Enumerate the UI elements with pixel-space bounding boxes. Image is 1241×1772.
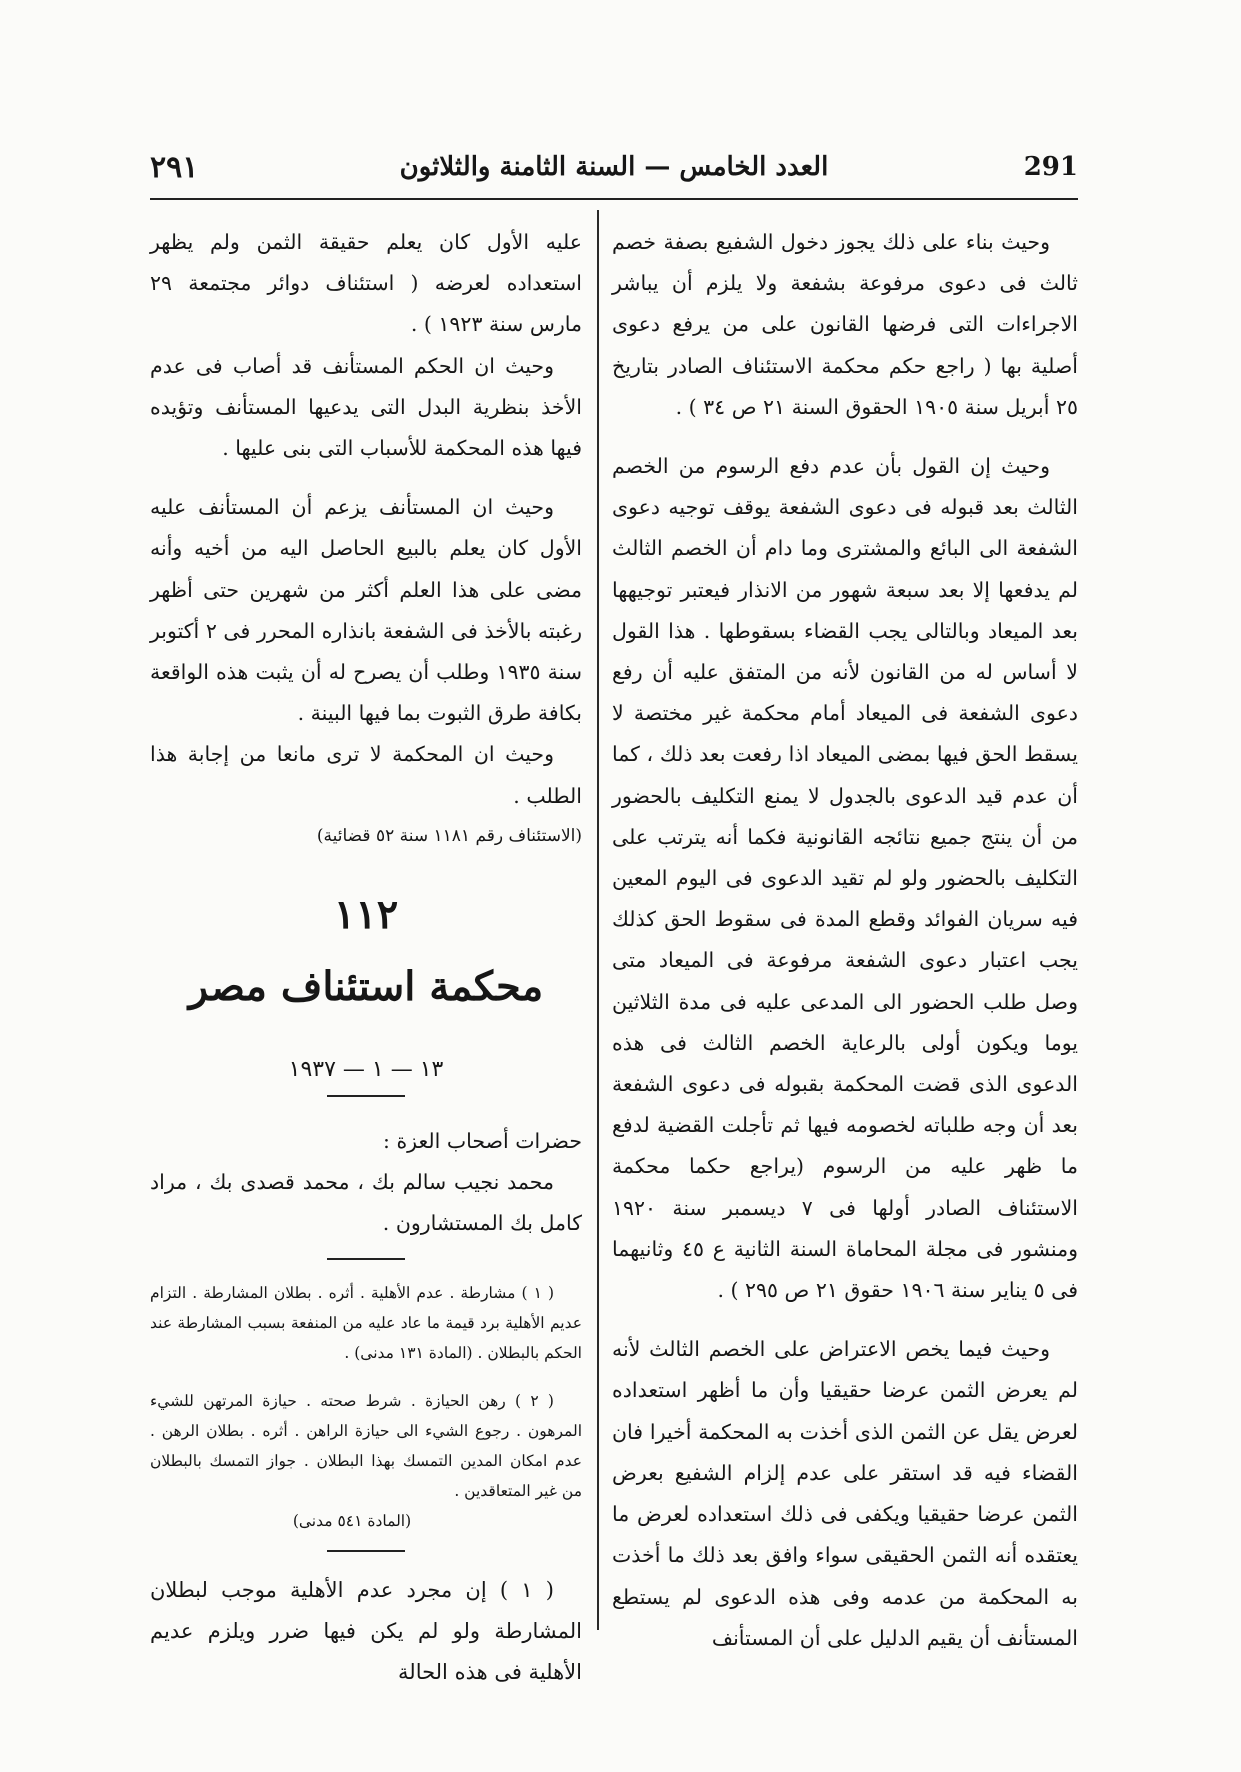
attendance-label: حضرات أصحاب العزة : xyxy=(383,1128,582,1153)
court-name: محكمة استئناف مصر xyxy=(188,962,544,1010)
right-paragraph-3: وحيث فيما يخص الاعتراض على الخصم الثالث لأنه لم يعرض الثمن عرضا حقيقيا وأن ما أظهر استعداده لعرض يقل عن الثمن الذى أخذت به المحكمة أخيرا فان القضاء فيه قد استقر على عدم إلزام الشفيع بعرض الثمن عرضا حقيقيا ويكفى فى ذلك استعداده لعرض ما يعتقده أنه الثمن الحقيقى سواء وافق بعد ذلك ما أخذت به المحكمة من عدمه وفى هذه الدعوى لم يستطع المستأنف أن يقيم الدليل على أن المستأنف xyxy=(612,1337,1078,1650)
right-paragraph-1: وحيث بناء على ذلك يجوز دخول الشفيع بصفة خصم ثالث فى دعوى مرفوعة بشفعة ولا يلزم أن يباشر الاجراءات التى فرضها القانون على من يرفع دعوى أصلية بها ( راجع حكم محكمة الاستئناف الصادر بتاريخ ٢٥ أبريل سنة ١٩٠٥ الحقوق السنة ٢١ ص ٣٤ ) . xyxy=(612,230,1078,419)
left-paragraph-3: وحيث ان المستأنف يزعم أن المستأنف عليه الأول كان يعلم بالبيع الحاصل اليه من أخيه وأنه مضى على هذا العلم أكثر من شهرين حتى أظهر رغبته بالأخذ فى الشفعة بانذاره المحرر فى ٢ أكتوبر سنة ١٩٣٥ وطلب أن يصرح له أن يثبت هذه الواقعة بكافة طرق الثبوت بما فيها البينة . xyxy=(150,495,583,726)
right-paragraph-2: وحيث إن القول بأن عدم دفع الرسوم من الخصم الثالث بعد قبوله فى دعوى الشفعة يوقف توجيه دعوى الشفعة الى البائع والمشترى وما دام أن الخصم الثالث لم يدفعها إلا بعد سبعة شهور من الانذار فيعتبر توجيهها بعد الميعاد وبالتالى يجب القضاء بسقوطها . هذا القول لا أساس له من القانون لأنه من المتفق عليه أن رفع دعوى الشفعة فى الميعاد أمام محكمة غير مختصة لا يسقط الحق فيها بمضى الميعاد اذا رفعت بعد ذلك ، كما أن عدم قيد الدعوى بالجدول لا يمنع التكليف بالحضور من أن ينتج جميع نتائجه القانونية فكما أنه يترتب على التكليف بالحضور ولو لم تقيد الدعوى فى اليوم المعين فيه سريان الفوائد وقطع المدة فى سقوط الحق كذلك يجب اعتبار دعوى الشفعة مرفوعة فى الميعاد متى وصل طلب الحضور الى المدعى عليه فى مدة الثلاثين يوما ويكون أولى بالرعاية الخصم الثالث فى هذه الدعوى الذى قضت المحكمة بقبوله فى دعوى الشفعة بعد أن وجه طلباته لخصومه فيها ثم تأجلت القضية لدفع ما ظهر عليه من الرسوم (يراجع حكما محكمة الاستئناف الصادر أولها فى ٧ ديسمبر سنة ١٩٢٠ ومنشور فى مجلة المحاماة السنة الثانية ع ٤٥ وثانيهما فى ٥ يناير سنة ١٩٠٦ حقوق ٢١ ص ٢٩٥ ) . xyxy=(612,454,1078,1303)
page-number-latin: 291 xyxy=(1023,152,1078,182)
left-paragraph-4: وحيث ان المحكمة لا ترى مانعا من إجابة هذا الطلب . xyxy=(150,742,582,808)
footnote-1: ( ١ ) مشارطة . عدم الأهلية . أثره . بطلان المشارطة . التزام عديم الأهلية برد قيمة ما عاد عليه من المنفعة بسبب المشارطة عند الحكم بالبطلان . (المادة ١٣١ مدنى) . xyxy=(150,1284,582,1363)
header-rule xyxy=(150,198,1078,200)
judges-list: محمد نجيب سالم بك ، محمد قصدى بك ، مراد كامل بك المستشارون . xyxy=(150,1170,582,1236)
right-column xyxy=(612,222,1078,1659)
appeal-reference: (الاستئناف رقم ١١٨١ سنة ٥٢ قضائية) xyxy=(316,825,582,846)
left-column xyxy=(150,222,582,1693)
date-rule xyxy=(327,1095,405,1097)
footnote-rule xyxy=(327,1258,405,1260)
left-paragraph-1: عليه الأول كان يعلم حقيقة الثمن ولم يظهر استعداده لعرضه ( استئناف دوائر مجتمعة ٢٩ مارس سنة ١٩٢٣ ) . xyxy=(150,230,582,337)
footnote-2-article: (المادة ٥٤١ مدنى) xyxy=(292,1512,412,1531)
page-number-arabic: ٢٩١ xyxy=(150,150,199,185)
column-divider xyxy=(597,210,599,1630)
case-number: ١١٢ xyxy=(333,890,399,938)
running-title: العدد الخامس — السنة الثامنة والثلاثون xyxy=(399,152,829,182)
principle-paragraph: ( ١ ) إن مجرد عدم الأهلية موجب لبطلان المشارطة ولو لم يكن فيها ضرر ويلزم عديم الأهلية فى هذه الحالة xyxy=(150,1578,582,1685)
decision-date: ١٣ — ١ — ١٩٣٧ xyxy=(288,1056,444,1082)
left-paragraph-2: وحيث ان الحكم المستأنف قد أصاب فى عدم الأخذ بنظرية البدل التى يدعيها المستأنف وتؤيده فيها هذه المحكمة للأسباب التى بنى عليها . xyxy=(150,353,582,461)
footnote-end-rule xyxy=(327,1550,405,1552)
footnote-2: ( ٢ ) رهن الحيازة . شرط صحته . حيازة المرتهن للشيء المرهون . رجوع الشيء الى حيازة الراهن . أثره . بطلان الرهن . عدم امكان المدين التمسك بهذا البطلان . جواز التمسك بالبطلان من غير المتعاقدين . xyxy=(150,1392,582,1501)
page-header xyxy=(150,150,1078,200)
